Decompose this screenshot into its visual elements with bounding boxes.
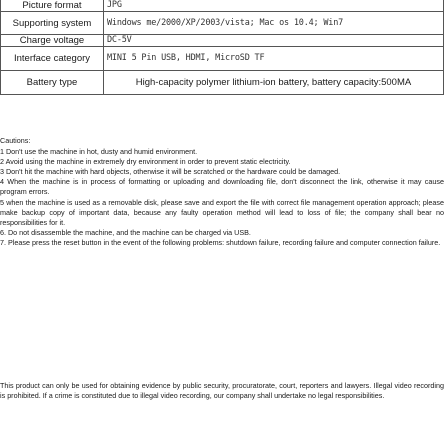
legal-notice: This product can only be used for obtaining evidence by public security, procuratorate, court, reporters and lawyers. Illegal video recording is prohibited. If a crime is constituted due to illegal video recording, our company shall undertake no legal responsibilities. (0, 381, 444, 401)
spec-key: Interface category (1, 47, 104, 71)
spec-table (0, 0, 444, 95)
spec-row-supporting-system (1, 12, 444, 35)
spec-row-charge-voltage (1, 35, 444, 47)
cautions-section (0, 136, 444, 248)
spec-row-battery-type (1, 71, 444, 95)
caution-item: 5 when the machine is used as a removable disk, please save and export the file with correct file management operation approach; please make backup copy of important data, because any faulty operation method will lead to loss of file; the company shall bear no responsibilities for it. (0, 197, 444, 227)
spec-value: DC-5V (104, 35, 444, 47)
spec-value: High-capacity polymer lithium-ion battery, battery capacity:500MA (104, 71, 444, 95)
caution-item: 3 Don't hit the machine with hard objects, otherwise it will be scratched or the hardware could be damaged. (0, 167, 341, 177)
cautions-title: Cautions: (0, 136, 31, 145)
caution-item: 2 Avoid using the machine in extremely dry environment in order to prevent static electricity. (0, 157, 291, 167)
spec-value: MINI 5 Pin USB, HDMI, MicroSD TF (104, 47, 444, 71)
caution-item: 4 When the machine is in process of formatting or uploading and downloading file, don't disconnect the link, otherwise it may cause program errors. (0, 177, 444, 197)
spec-key: Picture format (1, 0, 104, 12)
caution-item: 7. Please press the reset button in the event of the following problems: shutdown failure, recording failure and computer connection failure. (0, 237, 441, 247)
caution-item: 6. Do not disassemble the machine, and the machine can be charged via USB. (0, 227, 251, 237)
spec-value: Windows me/2000/XP/2003/vista; Mac os 10.4; Win7 (104, 12, 444, 35)
spec-key: Battery type (1, 71, 104, 95)
spec-key: Charge voltage (1, 35, 104, 47)
caution-item: 1 Don't use the machine in hot, dusty and humid environment. (0, 147, 198, 157)
spec-key: Supporting system (1, 12, 104, 35)
spec-row-picture-format (1, 0, 444, 12)
spec-value: JPG (104, 0, 444, 12)
spec-row-interface-category (1, 47, 444, 71)
